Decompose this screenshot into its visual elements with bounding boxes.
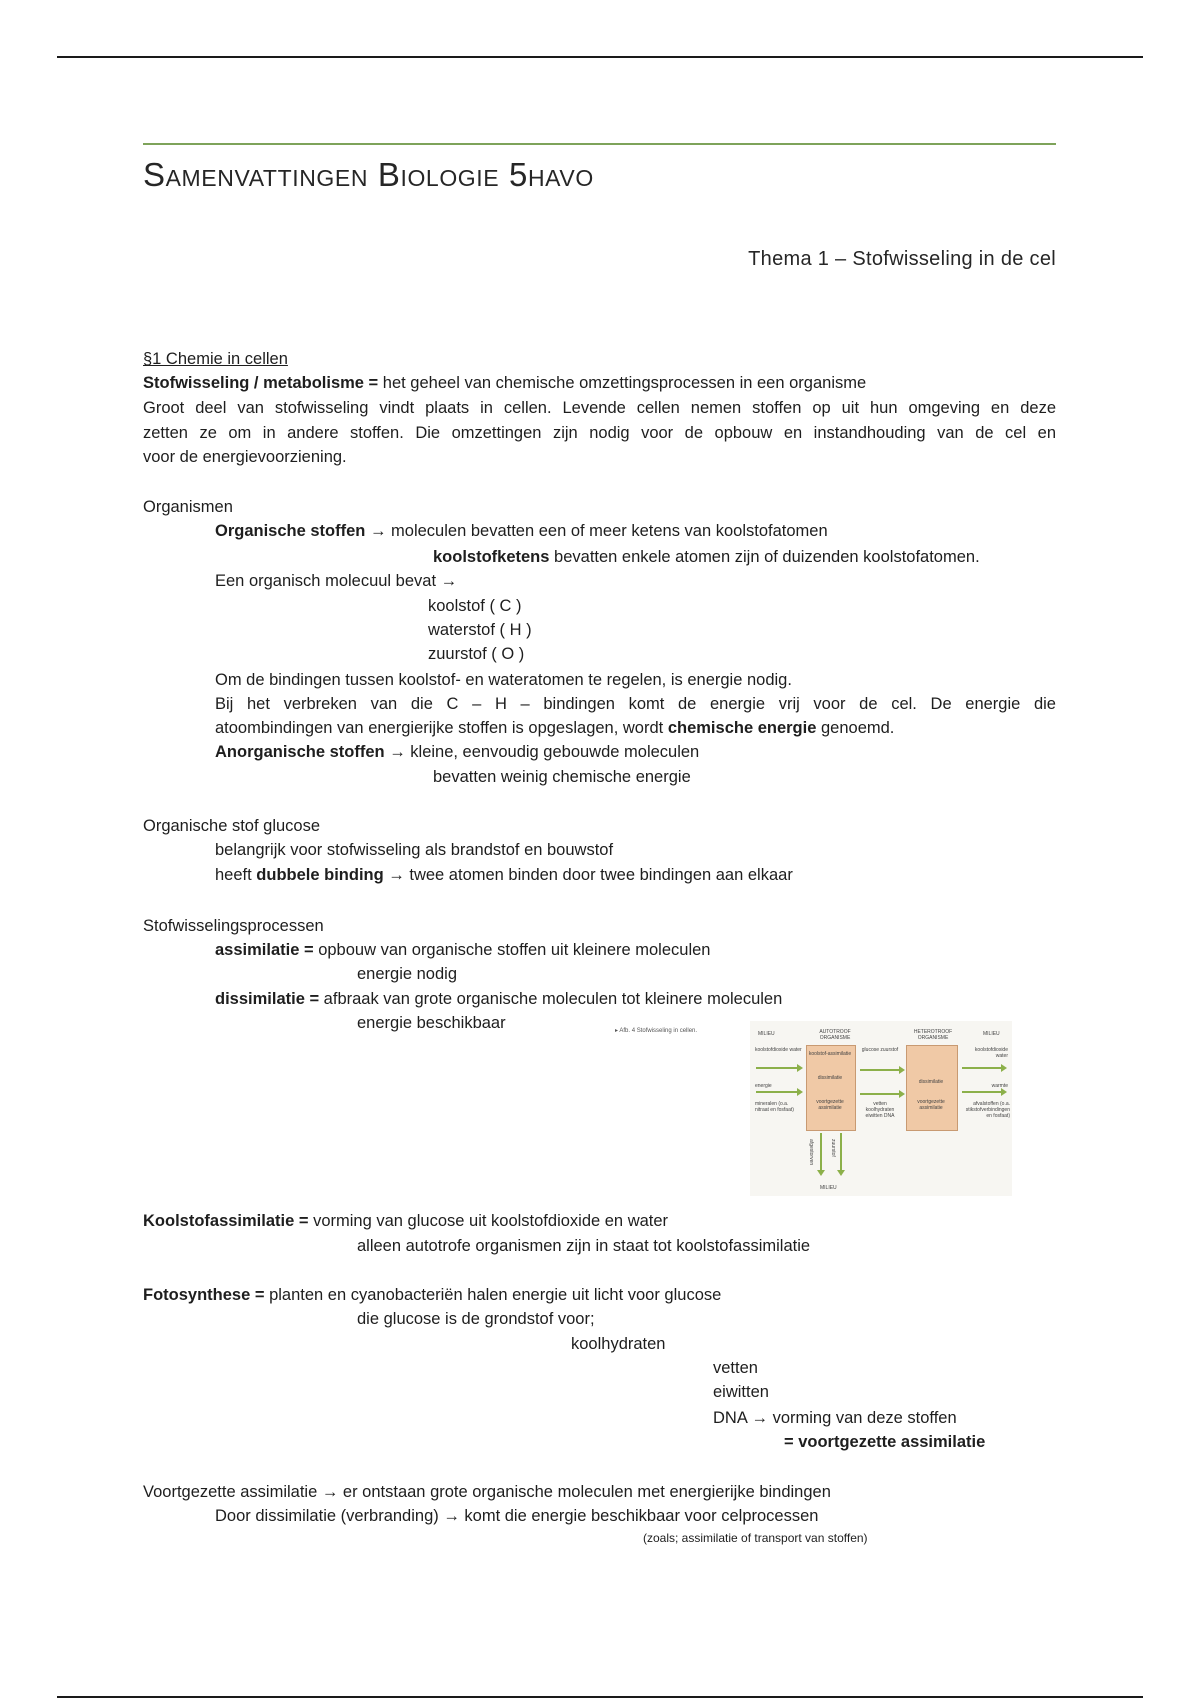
- page-bottom-rule: [57, 1696, 1143, 1698]
- figure-label: warmte: [991, 1083, 1008, 1089]
- verbreken-line: Bij het verbreken van die C – H – bindingen komt de energie vrij voor de cel. De energie die: [215, 695, 1056, 713]
- atom-item: koolstof ( C ): [428, 597, 522, 615]
- fotosynthese-item: eiwitten: [713, 1383, 769, 1401]
- figure-label: energie: [755, 1083, 772, 1089]
- figure-label: voortgezette assimilatie: [816, 1099, 844, 1111]
- anorganische-stoffen-line: Anorganische stoffen → kleine, eenvoudig gebouwde moleculen: [215, 743, 700, 761]
- subheading-glucose: Organische stof glucose: [143, 817, 321, 835]
- stofwisseling-figure: [750, 1021, 1012, 1196]
- assimilatie-sub: energie nodig: [357, 965, 457, 983]
- document-subtitle: Thema 1 – Stofwisseling in de cel: [748, 248, 1056, 270]
- assimilatie-line: assimilatie = opbouw van organische stoffen uit kleinere moleculen: [215, 941, 711, 959]
- arrow-icon: [962, 1067, 1002, 1069]
- anorganische-sub: bevatten weinig chemische energie: [433, 768, 691, 786]
- arrow-icon: [860, 1069, 900, 1071]
- fotosynthese-item: DNA → vorming van deze stoffen: [713, 1409, 957, 1427]
- voortgezet-line-2: Door dissimilatie (verbranding) → komt die energie beschikbaar voor celprocessen: [215, 1507, 819, 1525]
- arrow-icon: [840, 1133, 842, 1171]
- paragraph-line: zetten ze om in andere stoffen. Die omzettingen zijn nodig voor de opbouw en instandhouding van de cel en: [143, 424, 1056, 442]
- definition-stofwisseling: Stofwisseling / metabolisme = het geheel van chemische omzettingsprocessen in een organisme: [143, 374, 867, 392]
- figure-label: dissimilatie: [817, 1075, 843, 1081]
- figure-label: HETEROTROOF ORGANISME: [913, 1029, 953, 1041]
- arrow-icon: [860, 1093, 900, 1095]
- fotosynthese-result: = voortgezette assimilatie: [784, 1433, 986, 1451]
- paragraph-line: Groot deel van stofwisseling vindt plaats in cellen. Levende cellen nemen stoffen op uit hun omgeving en deze: [143, 399, 1056, 417]
- koolstofassimilatie-sub: alleen autotrofe organismen zijn in staat tot koolstofassimilatie: [357, 1237, 811, 1255]
- figure-label: glucose zuurstof: [861, 1047, 899, 1053]
- dissimilatie-line: dissimilatie = afbraak van grote organische moleculen tot kleinere moleculen: [215, 990, 783, 1008]
- atom-item: waterstof ( H ): [428, 621, 532, 639]
- title-rule: [143, 143, 1056, 145]
- voortgezet-line: Voortgezette assimilatie → er ontstaan grote organische moleculen met energierijke bindingen: [143, 1483, 831, 1501]
- figure-label: MILIEU: [983, 1031, 1000, 1037]
- figure-label: MILIEU: [758, 1031, 775, 1037]
- organische-stoffen-line: Organische stoffen → moleculen bevatten een of meer ketens van koolstofatomen: [215, 522, 828, 540]
- arrow-icon: [820, 1133, 822, 1171]
- glucose-line: belangrijk voor stofwisseling als brandstof en bouwstof: [215, 841, 614, 859]
- arrow-icon: [756, 1091, 798, 1093]
- figure-label: koolstof-assimilatie: [808, 1051, 852, 1057]
- verbreken-line-2: atoombindingen van energierijke stoffen is opgeslagen, wordt chemische energie genoemd.: [215, 719, 895, 737]
- subheading-organismen: Organismen: [143, 498, 233, 516]
- molecuul-line: Een organisch molecuul bevat →: [215, 572, 458, 590]
- figure-label: afgestorven: [808, 1139, 814, 1166]
- fotosynthese-item: koolhydraten: [571, 1335, 666, 1353]
- figure-label: vetten koolhydraten eiwitten DNA: [865, 1101, 895, 1119]
- figure-label: mineralen (o.a. nitraat en fosfaat): [755, 1101, 794, 1113]
- arrow-icon: [962, 1091, 1002, 1093]
- fotosynthese-sub: die glucose is de grondstof voor;: [357, 1310, 595, 1328]
- autotroof-box: [806, 1045, 856, 1131]
- figure-label: koolstofdioxide water: [974, 1047, 1008, 1059]
- subheading-processen: Stofwisselingsprocessen: [143, 917, 324, 935]
- glucose-line-2: heeft dubbele binding → twee atomen binden door twee bindingen aan elkaar: [215, 866, 793, 884]
- paragraph-line: voor de energievoorziening.: [143, 448, 347, 466]
- dissimilatie-sub: energie beschikbaar: [357, 1014, 506, 1032]
- figure-label: dissimilatie: [918, 1079, 944, 1085]
- document-title: Samenvattingen Biologie 5havo: [143, 156, 594, 193]
- figure-label: MILIEU: [820, 1185, 837, 1191]
- figure-caption: ▸ Afb. 4 Stofwisseling in cellen.: [615, 1028, 698, 1034]
- section-heading: §1 Chemie in cellen: [143, 350, 288, 368]
- fotosynthese-line: Fotosynthese = planten en cyanobacteriën halen energie uit licht voor glucose: [143, 1286, 722, 1304]
- bindingen-line: Om de bindingen tussen koolstof- en wateratomen te regelen, is energie nodig.: [215, 671, 792, 689]
- figure-label: zuurstof: [830, 1139, 836, 1157]
- koolstofketens-line: koolstofketens bevatten enkele atomen zijn of duizenden koolstofatomen.: [433, 548, 980, 566]
- page-top-rule: [57, 56, 1143, 58]
- figure-label: voortgezette assimilatie: [917, 1099, 945, 1111]
- heterotroof-box: [906, 1045, 958, 1131]
- voortgezet-note: (zoals; assimilatie of transport van stoffen): [643, 1531, 868, 1545]
- figure-label: koolstofdioxide water: [755, 1047, 802, 1053]
- fotosynthese-item: vetten: [713, 1359, 758, 1377]
- figure-label: AUTOTROOF ORGANISME: [819, 1029, 851, 1041]
- atom-item: zuurstof ( O ): [428, 645, 525, 663]
- koolstofassimilatie-line: Koolstofassimilatie = vorming van glucose uit koolstofdioxide en water: [143, 1212, 669, 1230]
- figure-label: afvalstoffen (o.a. stikstofverbindingen en fosfaat): [965, 1101, 1010, 1119]
- arrow-icon: [756, 1067, 798, 1069]
